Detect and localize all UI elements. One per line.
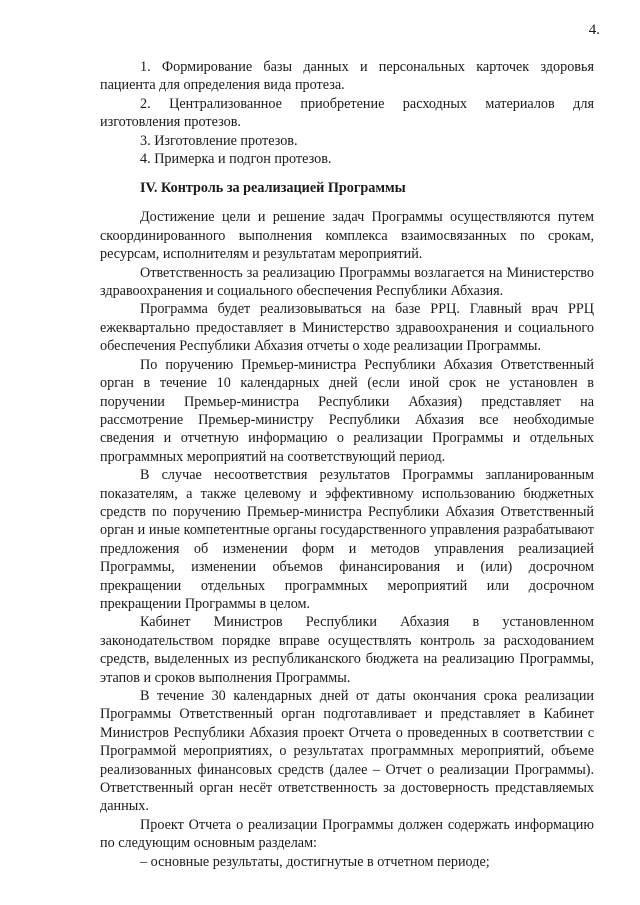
paragraph: Кабинет Министров Республики Абхазия в установленном законодательством порядке вправе осуществлять контроль за расходованием средств, выделенных из республиканского бюджета на реализацию Программы, этапов и сроков выполнения Программы. <box>100 614 594 686</box>
document-body <box>100 58 594 871</box>
paragraph: В случае несоответствия результатов Программы запланированным показателям, а также целевому и эффективному использованию бюджетных средств по поручению Премьер-министра Республики Абхазия Ответственный орган и иные компетентные органы государственного управления разрабатывают предложения об изменении форм и методов управления реализацией Программы, изменении объемов финансирования и (или) досрочном прекращении отдельных программных мероприятий или досрочном прекращении Программы в целом. <box>100 467 594 612</box>
list-item: 2. Централизованное приобретение расходных материалов для изготовления протезов. <box>100 95 594 131</box>
paragraph: По поручению Премьер-министра Республики Абхазия Ответственный орган в течение 10 календарных дней (если иной срок не установлен в поручении Премьер-министра Республики Абхазия) представляет на рассмотрение Премьер-министру Республики Абхазия все необходимые сведения и отчетную информацию о реализации Программы и отдельных программных мероприятий на соответствующий период. <box>100 356 594 465</box>
paragraph: – основные результаты, достигнутые в отчетном периоде; <box>140 853 490 870</box>
list-item: 3. Изготовление протезов. <box>140 132 298 149</box>
page-number: 4. <box>588 22 600 38</box>
paragraph: В течение 30 календарных дней от даты окончания срока реализации Программы Ответственный орган подготавливает и представляет в Кабинет Министров Республики Абхазия проект Отчета о проведенных в соответствии с Программой мероприятиях, о результатах программных мероприятий, объеме реализованных финансовых средств (далее – Отчет о реализации Программы). Ответственный орган несёт ответственность за достоверность представляемых данных. <box>100 688 594 815</box>
paragraph: Достижение цели и решение задач Программы осуществляются путем скоординированного выполнения комплекса взаимосвязанных по срокам, ресурсам, исполнителям и результатам мероприятий. <box>100 209 594 263</box>
list-item: 4. Примерка и подгон протезов. <box>140 151 332 168</box>
paragraph: Программа будет реализовываться на базе РРЦ. Главный врач РРЦ ежеквартально предоставляет в Министерство здравоохранения и социального обеспечения Республики Абхазия отчеты о ходе реализации Программы. <box>100 301 594 355</box>
paragraph: Ответственность за реализацию Программы возлагается на Министерство здравоохранения и социального обеспечения Республики Абхазия. <box>100 264 594 300</box>
section-heading: IV. Контроль за реализацией Программы <box>140 180 406 197</box>
list-item: 1. Формирование базы данных и персональных карточек здоровья пациента для определения вида протеза. <box>100 59 594 94</box>
paragraph: Проект Отчета о реализации Программы должен содержать информацию по следующим основным разделам: <box>100 816 594 852</box>
